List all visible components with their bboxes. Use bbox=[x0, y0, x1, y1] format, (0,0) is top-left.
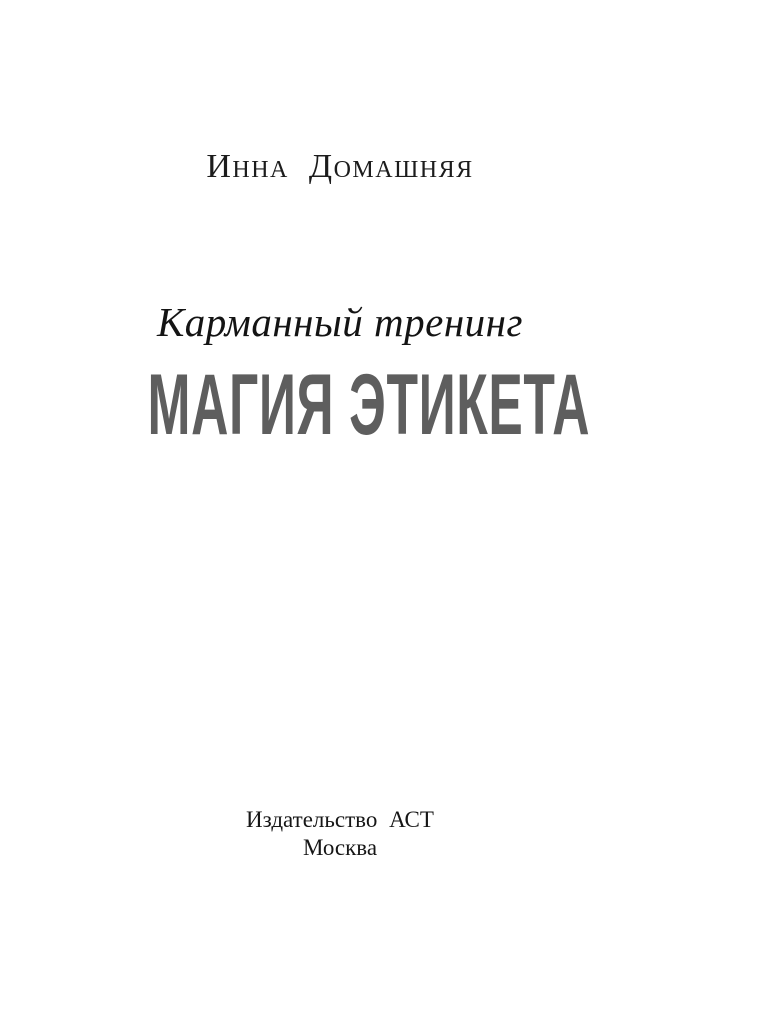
publisher-name: Издательство АСТ bbox=[246, 807, 434, 832]
series-title: Карманный тренинг bbox=[156, 299, 524, 345]
publisher-block bbox=[0, 806, 680, 862]
book-title bbox=[0, 357, 680, 453]
author-name: Инна Домашняя bbox=[206, 148, 474, 185]
book-title-text: МАГИЯ ЭТИКЕТА bbox=[147, 357, 591, 453]
publisher-city: Москва bbox=[302, 835, 378, 860]
